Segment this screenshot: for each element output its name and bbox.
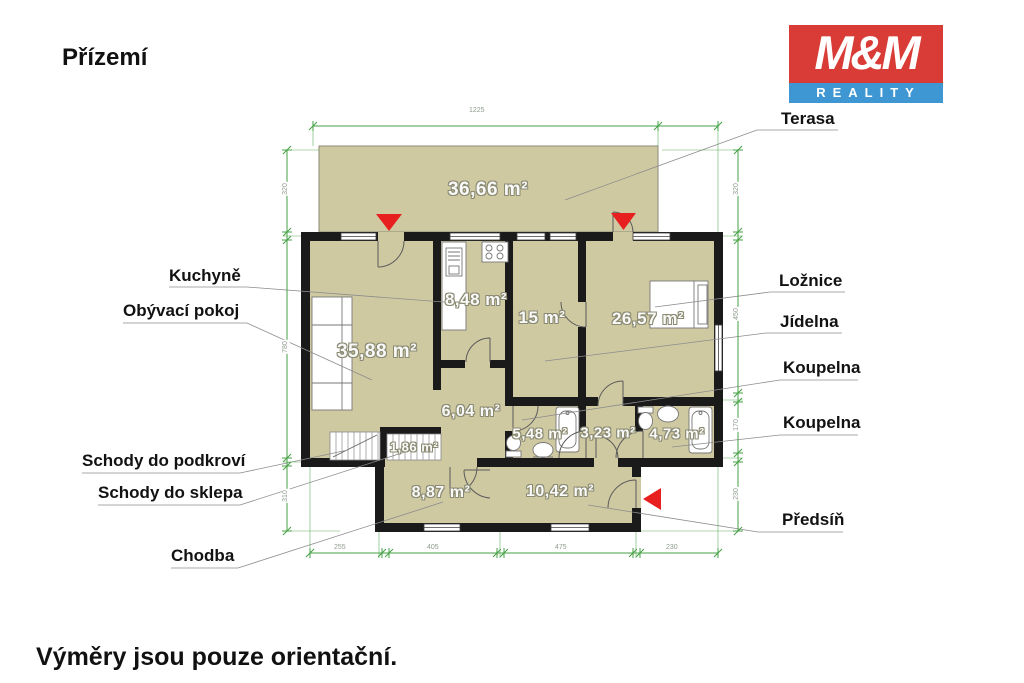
- room-area-label-predsin: 10,42 m²: [525, 483, 595, 500]
- callout-kuchyne: Kuchyně: [169, 266, 241, 285]
- sink-icon: [533, 443, 553, 458]
- callout-schody-do-sklepa: Schody do sklepa: [98, 483, 243, 502]
- callout-obyvaci-pokoj: Obývací pokoj: [123, 301, 240, 320]
- room-area-label-loznice: 26,57 m²: [611, 309, 685, 328]
- callout-schody-do-podkrovi: Schody do podkroví: [82, 451, 246, 470]
- room-area-label-kuchyne: 8,48 m²: [444, 290, 508, 309]
- callout-predsin: Předsíň: [782, 510, 845, 529]
- dim-bottom-4: 230: [666, 544, 678, 551]
- room-area-label-koupelna1: 5,48 m²: [512, 425, 568, 443]
- callout-jidelna: Jídelna: [780, 312, 839, 331]
- callout-koupelna-2: Koupelna: [783, 413, 861, 432]
- page-title: Přízemí: [62, 44, 148, 71]
- dim-bottom-1: 255: [334, 544, 346, 551]
- sink-icon: [658, 406, 679, 422]
- dim-bottom-2: 405: [427, 544, 439, 551]
- kitchen-counter-icon: [442, 242, 466, 330]
- dim-left-3: 310: [281, 490, 289, 502]
- staircase-to-attic-icon: [330, 432, 380, 460]
- dim-right-2: 450: [732, 308, 740, 320]
- mm-reality-logo: [789, 25, 943, 103]
- callout-terasa: Terasa: [781, 109, 835, 128]
- dim-left-2: 780: [281, 341, 289, 353]
- room-area-label-obyvaci: 35,88 m²: [336, 341, 418, 362]
- logo-mm-text: M&M: [789, 25, 943, 83]
- dim-right-3: 170: [732, 419, 740, 431]
- room-area-label-chodba: 8,87 m²: [411, 484, 471, 501]
- logo-reality-text: REALITY: [789, 83, 943, 103]
- callout-loznice: Ložnice: [779, 271, 843, 290]
- dim-right-1: 320: [732, 183, 740, 195]
- disclaimer-text: Výměry jsou pouze orientační.: [36, 643, 398, 671]
- dim-left-1: 320: [281, 183, 289, 195]
- dim-top-1: 1225: [469, 107, 485, 114]
- dim-right-4: 230: [732, 488, 740, 500]
- callout-koupelna-1: Koupelna: [783, 358, 861, 377]
- room-area-label-terasa: 36,66 m²: [447, 179, 529, 200]
- room-area-label-jidelna: 15 m²: [518, 308, 566, 327]
- dim-bottom-3: 475: [555, 544, 567, 551]
- room-area-label-schody: 1,86 m²: [389, 439, 439, 455]
- room-area-label-wc: 3,23 m²: [580, 424, 636, 442]
- room-area-label-hala: 6,04 m²: [441, 403, 501, 420]
- room-area-label-koupelna2: 4,73 m²: [649, 425, 705, 443]
- stove-icon: [482, 242, 508, 262]
- callout-chodba: Chodba: [171, 546, 235, 565]
- entrance-arrow-icon: [643, 488, 661, 510]
